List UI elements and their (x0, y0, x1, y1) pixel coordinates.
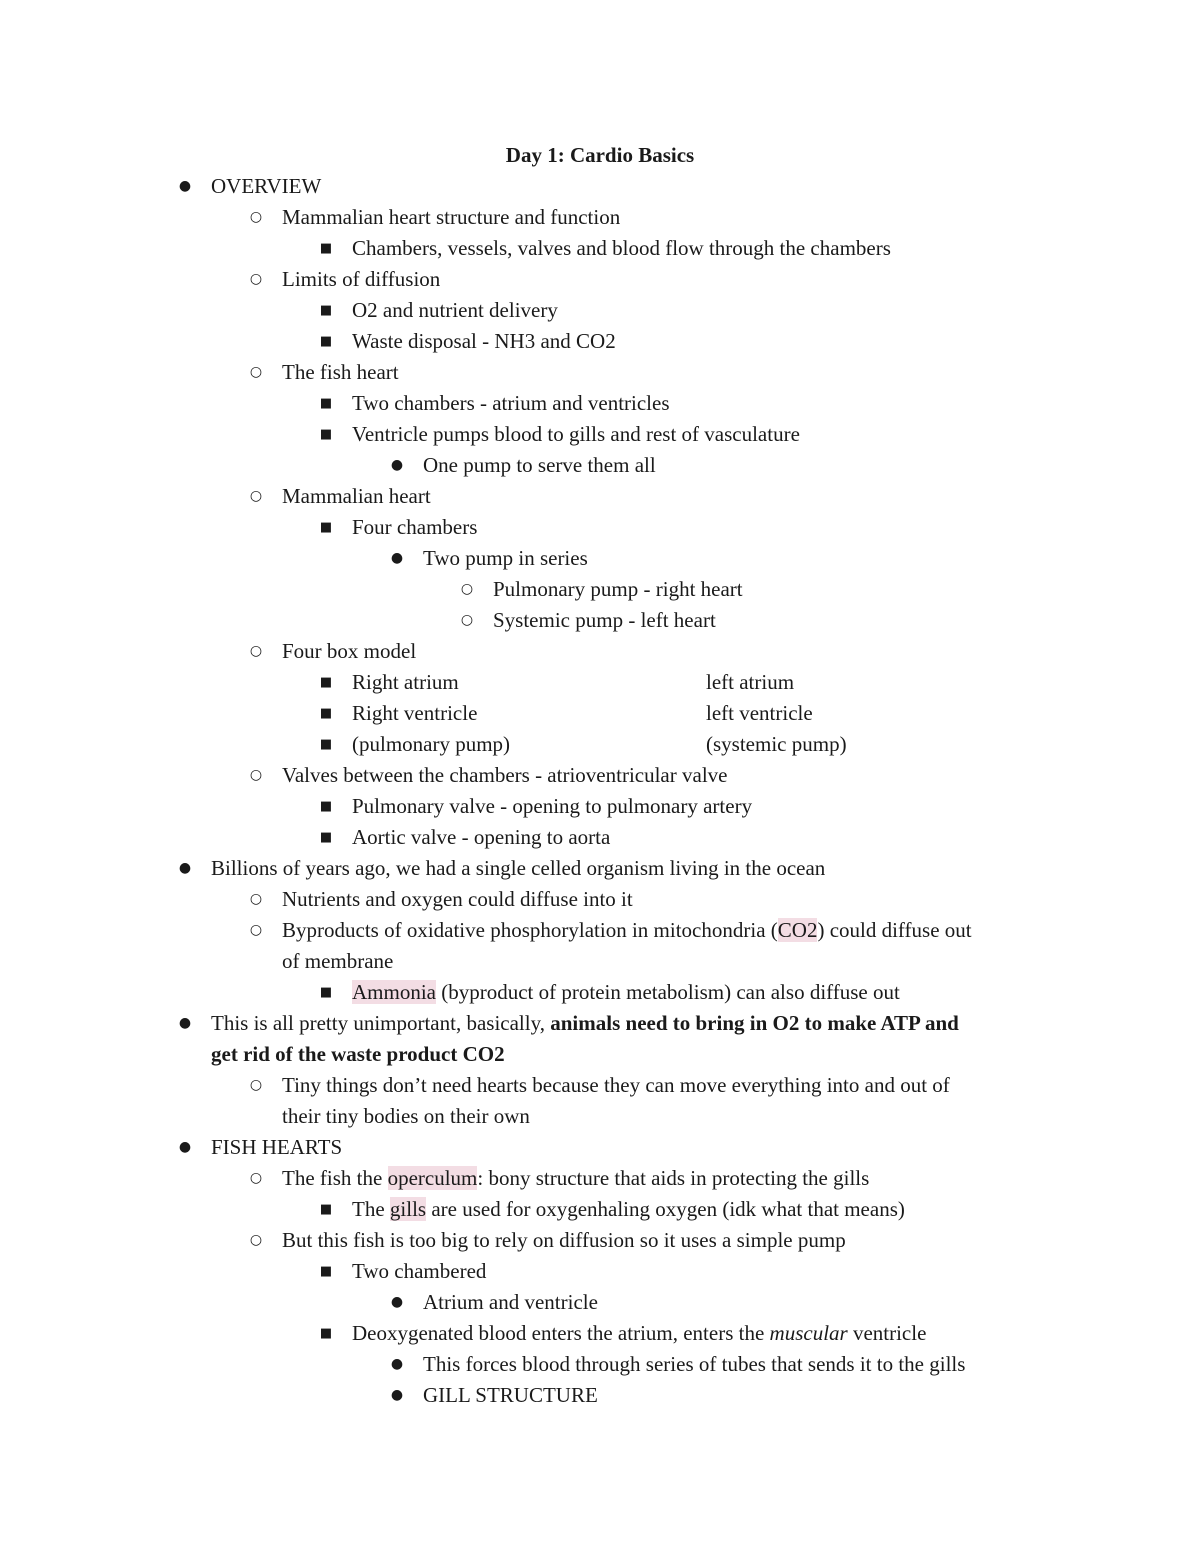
bullet-level2: ○ (249, 364, 263, 380)
bullet-level2: ○ (249, 271, 263, 287)
list-item: Two chambered (352, 1259, 487, 1283)
text-segment: ventricle (847, 1321, 927, 1345)
italic-text: muscular (769, 1321, 848, 1345)
bullet-level3: ■ (319, 830, 333, 845)
list-item-column2: left ventricle (706, 701, 813, 725)
bullet-level5: ○ (460, 581, 474, 597)
bullet-level2: ○ (249, 488, 263, 504)
bullet-level3: ■ (319, 1202, 333, 1217)
text-segment: The (352, 1197, 390, 1221)
highlighted-text: operculum (387, 1166, 478, 1190)
fish-hearts-heading: FISH HEARTS (211, 1135, 343, 1159)
list-item: Aortic valve - opening to aorta (352, 825, 611, 849)
text-segment: Byproducts of oxidative phosphorylation in mitochondria ( (282, 918, 778, 942)
bullet-level1: ● (178, 1015, 192, 1031)
bullet-level4: ● (390, 550, 404, 566)
list-item: Four chambers (352, 515, 478, 539)
text-segment: ) could diffuse out (817, 918, 972, 942)
bullet-level1: ● (178, 1139, 192, 1155)
list-item: Chambers, vessels, valves and blood flow through the chambers (352, 236, 891, 260)
text-segment: : bony structure that aids in protecting the gills (477, 1166, 870, 1190)
highlighted-text: gills (389, 1197, 427, 1221)
list-item (282, 915, 972, 946)
list-item: Two chambers - atrium and ventricles (352, 391, 670, 415)
list-item: GILL STRUCTURE (423, 1383, 598, 1407)
bullet-level2: ○ (249, 209, 263, 225)
list-item: Mammalian heart (282, 484, 431, 508)
text-segment: The fish the (282, 1166, 388, 1190)
list-item: Limits of diffusion (282, 267, 441, 291)
bullet-level3: ■ (319, 334, 333, 349)
list-item: Two pump in series (423, 546, 588, 570)
list-item: Mammalian heart structure and function (282, 205, 621, 229)
text-segment: are used for oxygenhaling oxygen (idk what that means) (426, 1197, 905, 1221)
list-item: Tiny things don’t need hearts because they can move everything into and out of (282, 1073, 950, 1097)
bold-text: animals need to bring in O2 to make ATP and (550, 1011, 959, 1035)
list-item (211, 1008, 959, 1039)
list-item (352, 1194, 905, 1225)
list-item: Nutrients and oxygen could diffuse into it (282, 887, 633, 911)
list-item: Systemic pump - left heart (493, 608, 716, 632)
bullet-level4: ● (390, 1294, 404, 1310)
bullet-level3: ■ (319, 675, 333, 690)
list-item-continuation: their tiny bodies on their own (282, 1104, 530, 1128)
list-item: Right ventricle (352, 701, 478, 725)
bullet-level2: ○ (249, 922, 263, 938)
list-item: Pulmonary valve - opening to pulmonary artery (352, 794, 753, 818)
bullet-level1: ● (178, 178, 192, 194)
bullet-level1: ● (178, 860, 192, 876)
list-item-continuation: of membrane (282, 949, 394, 973)
bullet-level5: ○ (460, 612, 474, 628)
list-item (282, 1163, 869, 1194)
overview-heading: OVERVIEW (211, 174, 322, 198)
bullet-level4: ● (390, 457, 404, 473)
list-item: Valves between the chambers - atrioventricular valve (282, 763, 728, 787)
list-item: Waste disposal - NH3 and CO2 (352, 329, 616, 353)
bullet-level4: ● (390, 1387, 404, 1403)
list-item: Pulmonary pump - right heart (493, 577, 743, 601)
list-item-column2: (systemic pump) (706, 732, 847, 756)
bullet-level2: ○ (249, 1077, 263, 1093)
list-item (352, 977, 900, 1008)
highlighted-text: Ammonia (352, 980, 436, 1004)
list-item-continuation: get rid of the waste product CO2 (211, 1042, 505, 1066)
bullet-level4: ● (390, 1356, 404, 1372)
list-item: Atrium and ventricle (423, 1290, 598, 1314)
bullet-level3: ■ (319, 737, 333, 752)
bullet-level2: ○ (249, 1170, 263, 1186)
bullet-level3: ■ (319, 303, 333, 318)
bullet-level3: ■ (319, 520, 333, 535)
page-title: Day 1: Cardio Basics (505, 143, 695, 167)
list-item (352, 1318, 926, 1349)
list-item: The fish heart (282, 360, 399, 384)
list-item: Billions of years ago, we had a single celled organism living in the ocean (211, 856, 826, 880)
bullet-level2: ○ (249, 1232, 263, 1248)
bullet-level3: ■ (319, 241, 333, 256)
list-item-column2: left atrium (706, 670, 795, 694)
bullet-level3: ■ (319, 985, 333, 1000)
bullet-level2: ○ (249, 643, 263, 659)
text-segment: (byproduct of protein metabolism) can also diffuse out (436, 980, 900, 1004)
list-item: Ventricle pumps blood to gills and rest of vasculature (352, 422, 800, 446)
list-item: Four box model (282, 639, 417, 663)
list-item: One pump to serve them all (423, 453, 656, 477)
bullet-level3: ■ (319, 706, 333, 721)
bullet-level3: ■ (319, 396, 333, 411)
bullet-level2: ○ (249, 891, 263, 907)
bullet-level3: ■ (319, 427, 333, 442)
highlighted-text: CO2 (777, 918, 818, 942)
bullet-level2: ○ (249, 767, 263, 783)
list-item: This forces blood through series of tubes that sends it to the gills (423, 1352, 966, 1376)
text-segment: Deoxygenated blood enters the atrium, enters the (352, 1321, 770, 1345)
list-item: O2 and nutrient delivery (352, 298, 558, 322)
bullet-level3: ■ (319, 1264, 333, 1279)
list-item: But this fish is too big to rely on diffusion so it uses a simple pump (282, 1228, 846, 1252)
list-item: (pulmonary pump) (352, 732, 511, 756)
bullet-level3: ■ (319, 799, 333, 814)
text-segment: This is all pretty unimportant, basically, (211, 1011, 551, 1035)
bullet-level3: ■ (319, 1326, 333, 1341)
list-item: Right atrium (352, 670, 459, 694)
